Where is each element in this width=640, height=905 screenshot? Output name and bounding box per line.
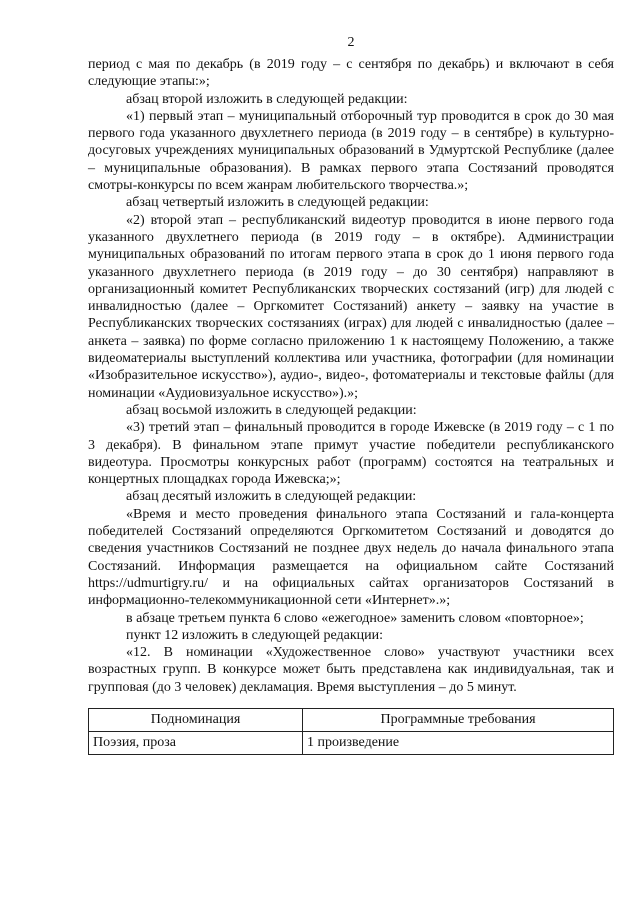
paragraph: период с мая по декабрь (в 2019 году – с сентября по декабрь) и включают в себя следующие этапы:»;	[88, 57, 614, 90]
paragraph: «12. В номинации «Художественное слово» участвуют участники всех возрастных групп. В конкурсе может быть представлена как индивидуальная, так и групповая (до 3 человек) декламация. Время выступления – до 5 минут.	[88, 645, 614, 695]
paragraph: «Время и место проведения финального этапа Состязаний и гала-концерта победителей Состязаний определяются Оргкомитетом Состязаний и доводятся до сведения участников Состязаний не позднее двух недель до начала финального этапа Состязаний. Информация размещается на официальном сайте Состязаний https://udmurtigry.ru/ и на официальных сайтах организаторов Состязаний в информационно-телекоммуникационной сети «Интернет».»;	[88, 506, 614, 609]
requirements-table	[88, 708, 614, 755]
paragraph: «1) первый этап – муниципальный отборочный тур проводится в срок до 30 мая первого года указанного двухлетнего периода (в 2019 году – в сентябре) в культурно-досуговых учреждениях муниципальных образований в Удмуртской Республике (далее – муниципальные образования). В рамках первого этапа Состязаний проводятся смотры-конкурсы по всем жанрам любительского творчества.»;	[88, 108, 614, 194]
paragraph: «3) третий этап – финальный проводится в городе Ижевске (в 2019 году – с 1 по 3 декабря). В финальном этапе примут участие победители республиканского видеотура. Просмотры конкурсных работ (программ) состоятся на театральных и концертных площадках города Ижевска;»;	[88, 420, 614, 488]
column-header-subnomination: Подноминация	[89, 708, 303, 731]
paragraph: абзац четвертый изложить в следующей редакции:	[126, 195, 429, 211]
table-cell: Поэзия, проза	[89, 731, 303, 754]
paragraph: пункт 12 изложить в следующей редакции:	[126, 627, 383, 643]
table-row	[89, 731, 614, 754]
paragraph: абзац десятый изложить в следующей редакции:	[126, 489, 417, 505]
column-header-requirements: Программные требования	[303, 708, 614, 731]
paragraph: в абзаце третьем пункта 6 слово «ежегодное» заменить словом «повторное»;	[126, 610, 584, 626]
paragraph: «2) второй этап – республиканский видеотур проводится в июне первого года указанного двухлетнего периода (в 2019 году – в октябре). Администрации муниципальных образований по итогам первого этапа в срок до 1 июня первого года указанного двухлетнего периода (в 2019 году – до 30 сентября) направляют в организационный комитет Республиканских творческих состязаний (игр) для людей с инвалидностью (далее – Оргкомитет Состязаний) анкету – заявку на участие в Республиканских творческих состязаниях (играх) для людей с инвалидностью (далее – анкета – заявка) по форме согласно приложению 1 к настоящему Положению, а также видеоматериалы выступлений коллектива или участника, фотографии (для номинации «Изобразительное искусство»), аудио-, видео-, фотоматериалы и текстовые файлы (для номинации «Аудиовизуальное искусство»).»;	[88, 212, 614, 401]
page-number: 2	[347, 35, 355, 50]
table-cell: 1 произведение	[303, 731, 614, 754]
paragraph: абзац второй изложить в следующей редакции:	[126, 91, 408, 107]
table-header-row	[89, 708, 614, 731]
document-body	[88, 56, 614, 696]
paragraph: абзац восьмой изложить в следующей редакции:	[126, 402, 417, 418]
